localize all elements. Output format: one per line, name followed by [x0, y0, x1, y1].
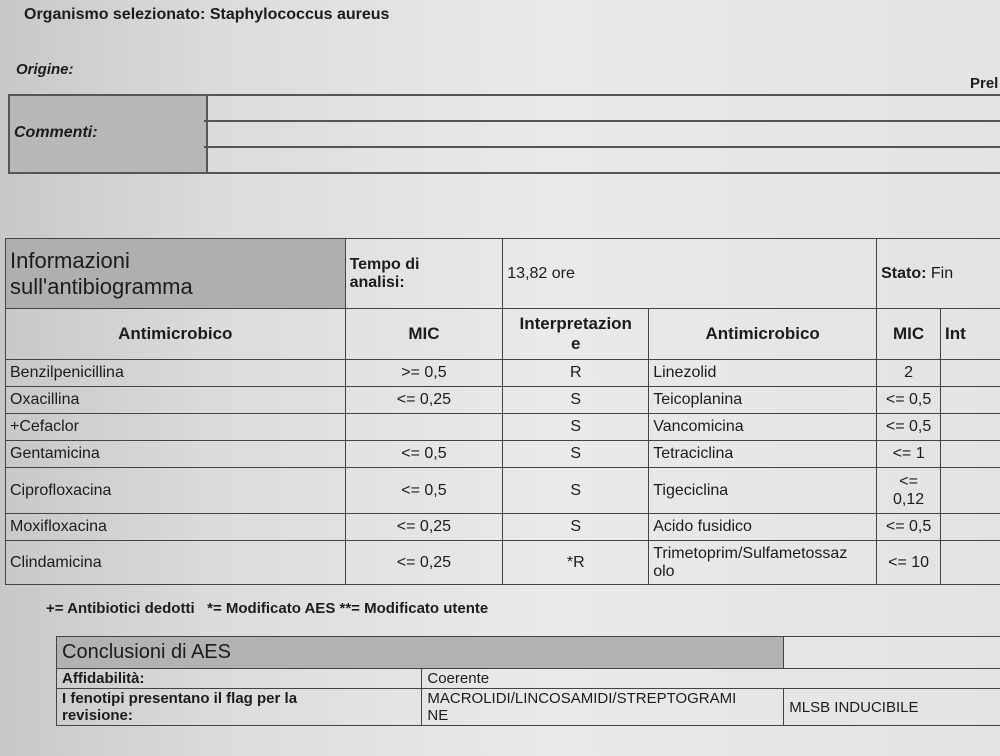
fenotipi-value: MACROLIDI/LINCOSAMIDI/STREPTOGRAMI NE: [422, 689, 784, 726]
table-row: [6, 414, 1000, 441]
interpretation-value: S: [503, 387, 649, 414]
mic-value: <= 0,12: [877, 468, 941, 514]
interpretation-value: [941, 468, 1000, 514]
antimicrobial-name: Tigeciclina: [649, 468, 877, 514]
antimicrobial-name: Acido fusidico: [649, 514, 877, 541]
stato-cell: [877, 239, 1000, 309]
tempo-label: Tempo di analisi:: [345, 239, 503, 309]
affidabilita-label: Affidabilità:: [57, 669, 422, 689]
conclusions-title-blank: [784, 637, 1000, 669]
mic-value: <= 1: [877, 441, 941, 468]
antimicrobial-name: Ciprofloxacina: [6, 468, 346, 514]
comments-line: [8, 172, 1000, 174]
interpretation-value: [941, 387, 1000, 414]
fenotipi-label: I fenotipi presentano il flag per la revisione:: [57, 689, 422, 726]
antimicrobial-name: Benzilpenicillina: [6, 360, 346, 387]
affidabilita-value: Coerente: [422, 669, 1000, 689]
mic-value: [345, 414, 503, 441]
col-int-2: Int: [941, 309, 1000, 360]
table-row: [6, 360, 1000, 387]
table-row: [6, 514, 1000, 541]
col-mic: MIC: [345, 309, 503, 360]
mic-value: <= 0,25: [345, 541, 503, 585]
table-row: [6, 441, 1000, 468]
mic-value: <= 0,5: [345, 468, 503, 514]
antibiogram-title: Informazioni sull'antibiogramma: [6, 239, 346, 309]
antimicrobial-name: Vancomicina: [649, 414, 877, 441]
interpretation-value: S: [503, 468, 649, 514]
antimicrobial-name: Oxacillina: [6, 387, 346, 414]
comments-line: [204, 146, 1000, 148]
prel-label: Prel: [970, 75, 999, 92]
col-interpretazione: Interpretazion e: [503, 309, 649, 360]
col-antimicrobico-2: Antimicrobico: [649, 309, 877, 360]
antimicrobial-name: Tetraciclina: [649, 441, 877, 468]
antimicrobial-name: Linezolid: [649, 360, 877, 387]
comments-label: Commenti:: [14, 124, 98, 141]
antimicrobial-name: Clindamicina: [6, 541, 346, 585]
interpretation-value: [941, 514, 1000, 541]
organism-title: Organismo selezionato: Staphylococcus aureus: [24, 6, 390, 23]
antibiogram-table: [5, 238, 1000, 585]
antimicrobial-name: Moxifloxacina: [6, 514, 346, 541]
table-row: [6, 387, 1000, 414]
origin-label: Origine:: [16, 61, 74, 78]
col-mic-2: MIC: [877, 309, 941, 360]
interpretation-value: *R: [503, 541, 649, 585]
table-row: [6, 468, 1000, 514]
conclusions-title: Conclusioni di AES: [57, 637, 784, 669]
fenotipi-result: MLSB INDUCIBILE: [784, 689, 1000, 726]
legend: += Antibiotici dedotti *= Modificato AES **= Modificato utente: [46, 600, 489, 617]
mic-value: <= 0,5: [345, 441, 503, 468]
antimicrobial-name: +Cefaclor: [6, 414, 346, 441]
interpretation-value: [941, 360, 1000, 387]
comments-line: [204, 120, 1000, 122]
mic-value: <= 0,5: [877, 387, 941, 414]
antimicrobial-name: Trimetoprim/Sulfametossaz olo: [649, 541, 877, 585]
interpretation-value: S: [503, 514, 649, 541]
mic-value: <= 0,5: [877, 414, 941, 441]
interpretation-value: [941, 441, 1000, 468]
interpretation-value: [941, 414, 1000, 441]
col-antimicrobico: Antimicrobico: [6, 309, 346, 360]
mic-value: <= 10: [877, 541, 941, 585]
interpretation-value: S: [503, 441, 649, 468]
interpretation-value: R: [503, 360, 649, 387]
stato-value: Fin: [930, 264, 954, 282]
mic-value: <= 0,25: [345, 387, 503, 414]
stato-label: Stato:: [881, 264, 927, 282]
conclusions-table: [56, 636, 1000, 726]
tempo-value: 13,82 ore: [503, 239, 877, 309]
table-row: [6, 541, 1000, 585]
antimicrobial-name: Teicoplanina: [649, 387, 877, 414]
mic-value: 2: [877, 360, 941, 387]
mic-value: >= 0,5: [345, 360, 503, 387]
interpretation-value: [941, 541, 1000, 585]
mic-value: <= 0,5: [877, 514, 941, 541]
interpretation-value: S: [503, 414, 649, 441]
antimicrobial-name: Gentamicina: [6, 441, 346, 468]
mic-value: <= 0,25: [345, 514, 503, 541]
comments-line: [204, 94, 1000, 96]
